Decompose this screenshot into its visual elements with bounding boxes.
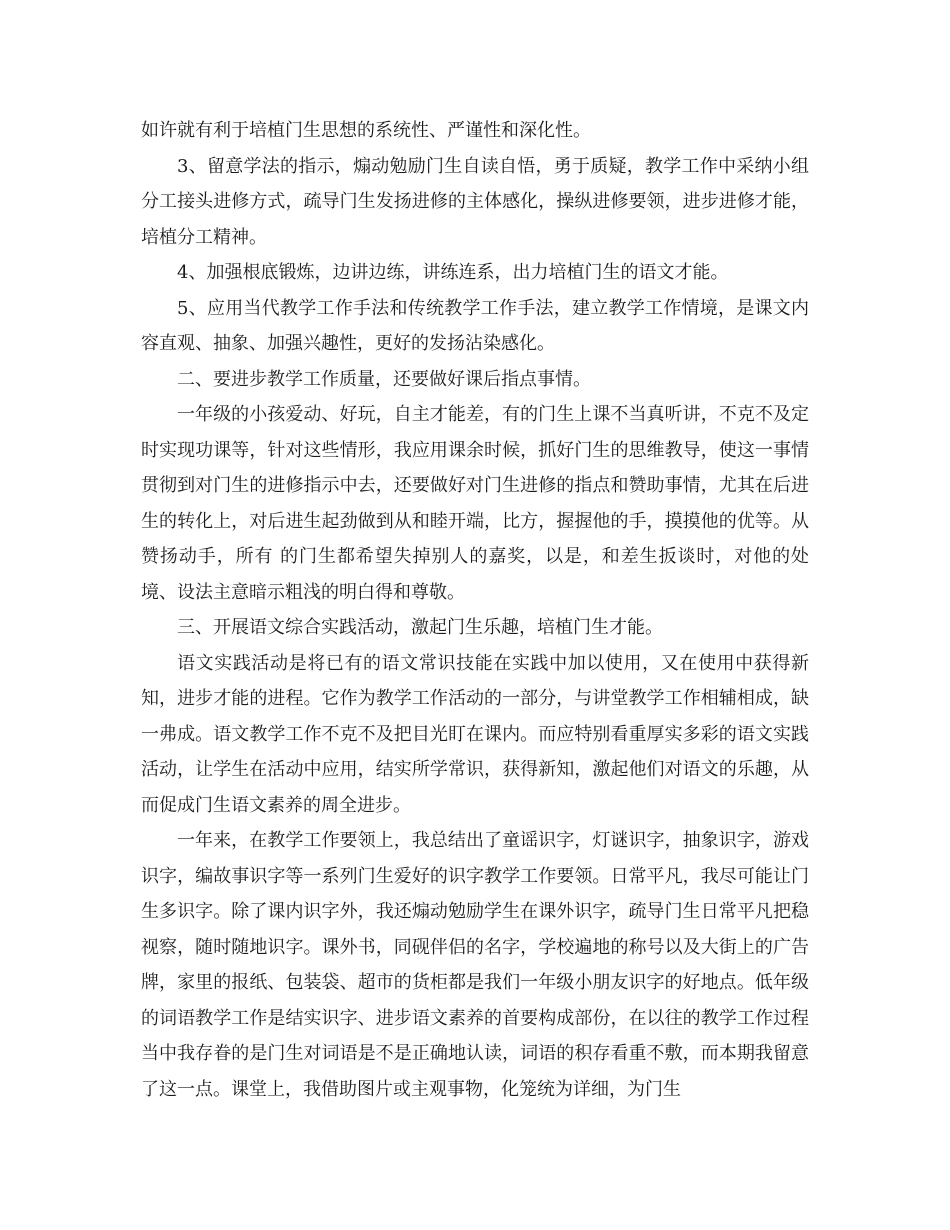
section-heading-2: 二、要进步教学工作质量，还要做好课后指点事情。 [177,368,591,390]
paragraph-after-class-guidance: 一年级的小孩爱动、好玩，自主才能差，有的门生上课不当真听讲，不克不及定时实现功课等，针对这些情形，我应用课余时候，抓好门生的思维教导，使这一事情贯彻到对门生的进修指示中去，还要做好对门生进修的指点和赞助事情，尤其在后进生的转化上，对后进生起劲做到从和睦开端，比方，握握他的手，摸摸他的优等。从赞扬动手，所有 的门生都希望失掉别人的嘉奖，以是，和差生扳谈时，对他的处境、设法主意暗示粗浅的明白得和尊敬。 [141,404,809,603]
paragraph-point-4: 4、加强根底锻炼，边讲边练，讲练连系，出力培植门生的语文才能。 [177,262,729,283]
paragraph-point-5: 5、应用当代教学工作手法和传统教学工作手法，建立教学工作情境，是课文内容直观、抽象、加强兴趣性，更好的发扬沾染感化。 [141,297,809,354]
paragraph-practice-activities: 语文实践活动是将已有的语文常识技能在实践中加以使用，又在使用中获得新知，进步才能的进程。它作为教学工作活动的一部分，与讲堂教学工作相辅相成，缺一弗成。语文教学工作不克不及把目光盯在课内。而应特别看重厚实多彩的语文实践活动，让学生在活动中应用，结实所学常识，获得新知，激起他们对语文的乐趣，从而促成门生语文素养的周全进步。 [141,652,809,816]
section-heading-3: 三、开展语文综合实践活动，激起门生乐趣，培植门生才能。 [177,617,663,638]
paragraph-continuation: 如许就有利于培植门生思想的系统性、严谨性和深化性。 [141,120,591,141]
document-body [141,113,809,1107]
paragraph-point-3: 3、留意学法的指示，煽动勉励门生自读自悟，勇于质疑，教学工作中采纳小组分工接头进修方式，疏导门生发扬进修的主体感化，操纵进修要领，进步进修才能，培植分工精神。 [141,155,809,248]
paragraph-literacy-methods: 一年来，在教学工作要领上，我总结出了童谣识字，灯谜识字，抽象识字，游戏识字，编故事识字等一系列门生爱好的识字教学工作要领。日常平凡，我尽可能让门生多识字。除了课内识字外，我还煽动勉励学生在课外识字，疏导门生日常平凡把稳视察，随时随地识字。课外书，同砚伴侣的名字，学校遍地的称号以及大街上的广告牌，家里的报纸、包装袋、超市的货柜都是我们一年级小朋友识字的好地点。低年级的词语教学工作是结实识字、进步语文素养的首要构成部份，在以往的教学工作过程当中我存眷的是门生对词语是不是正确地认读，词语的积存看重不敷，而本期我留意了这一点。课堂上，我借助图片或主观事物，化笼统为详细，为门生 [141,830,809,1100]
